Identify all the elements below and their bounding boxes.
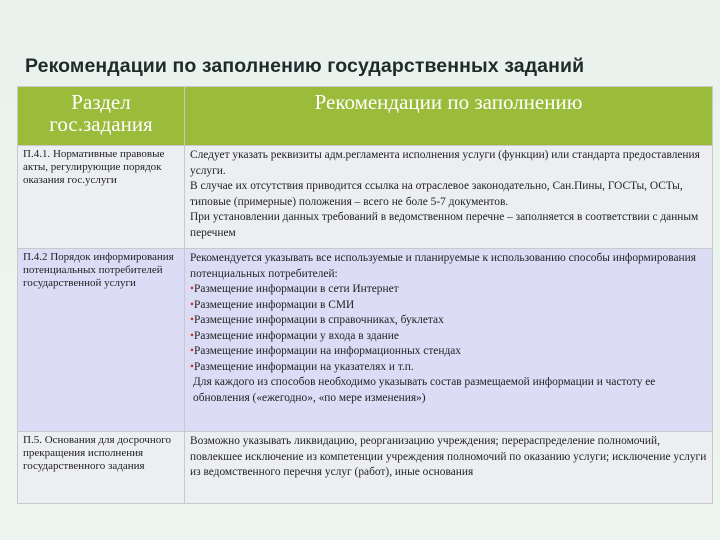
bullet-icon: • xyxy=(190,345,194,357)
row-recommendation xyxy=(185,432,713,504)
bullet-icon: • xyxy=(190,329,194,342)
list-item: •Размещение информации на информационных стендах xyxy=(190,345,462,357)
row-recommendation xyxy=(185,146,713,249)
table-row xyxy=(18,432,713,504)
list-item: •Размещение информации в справочниках, буклетах xyxy=(190,314,444,326)
header-section: Раздел гос.задания xyxy=(18,87,185,146)
bullet-icon: • xyxy=(190,298,194,311)
recommendations-table xyxy=(17,86,713,504)
table-header-row xyxy=(18,87,713,146)
rec-outro: Для каждого из способов необходимо указывать состав размещаемой информации и частоту ее обновления («ежегодно», «по мере изменения») xyxy=(193,376,656,404)
list-item: •Размещение информации в сети Интернет xyxy=(190,283,399,295)
row-recommendation xyxy=(185,249,713,432)
list-item: •Размещение информации в СМИ xyxy=(190,298,355,311)
row-section: П.5. Основания для досрочного прекращения исполнения государственного задания xyxy=(18,432,185,504)
list-item: •Размещение информации у входа в здание xyxy=(190,329,399,342)
rec-line: Возможно указывать ликвидацию, реорганизацию учреждения; перераспределение полномочий, повлекшее исключение из компетенции учреждения полномочий по оказанию услуги; исключение услуги из ведомственного перечня услуг (работ), иные основания xyxy=(190,435,707,478)
rec-line: В случае их отсутствия приводится ссылка на отраслевое законодательно, Сан.Пины, ГОСТы, ОСТы, типовые (примерные) положения – всего не боле 5-7 документов. xyxy=(190,180,683,208)
list-item: •Размещение информации на указателях и т.п. xyxy=(190,360,414,373)
table-row xyxy=(18,249,713,432)
row-section: П.4.1. Нормативные правовые акты, регулирующие порядок оказания гос.услуги xyxy=(18,146,185,249)
rec-line: При установлении данных требований в ведомственном перечне – заполняется в соответствии с данным перечнем xyxy=(190,211,699,239)
table-row xyxy=(18,146,713,249)
header-recommendations: Рекомендации по заполнению xyxy=(185,87,713,146)
bullet-icon: • xyxy=(190,314,194,326)
bullet-icon: • xyxy=(190,360,194,373)
bullet-icon: • xyxy=(190,283,194,295)
rec-line: Следует указать реквизиты адм.регламента исполнения услуги (функции) или стандарта предоставления услуги. xyxy=(190,149,700,177)
row-section: П.4.2 Порядок информирования потенциальных потребителей государственной услуги xyxy=(18,249,185,432)
slide-title: Рекомендации по заполнению государственных заданий xyxy=(25,55,585,77)
rec-intro: Рекомендуется указывать все используемые и планируемые к использованию способы информирования потенциальных потребителей: xyxy=(190,252,696,280)
